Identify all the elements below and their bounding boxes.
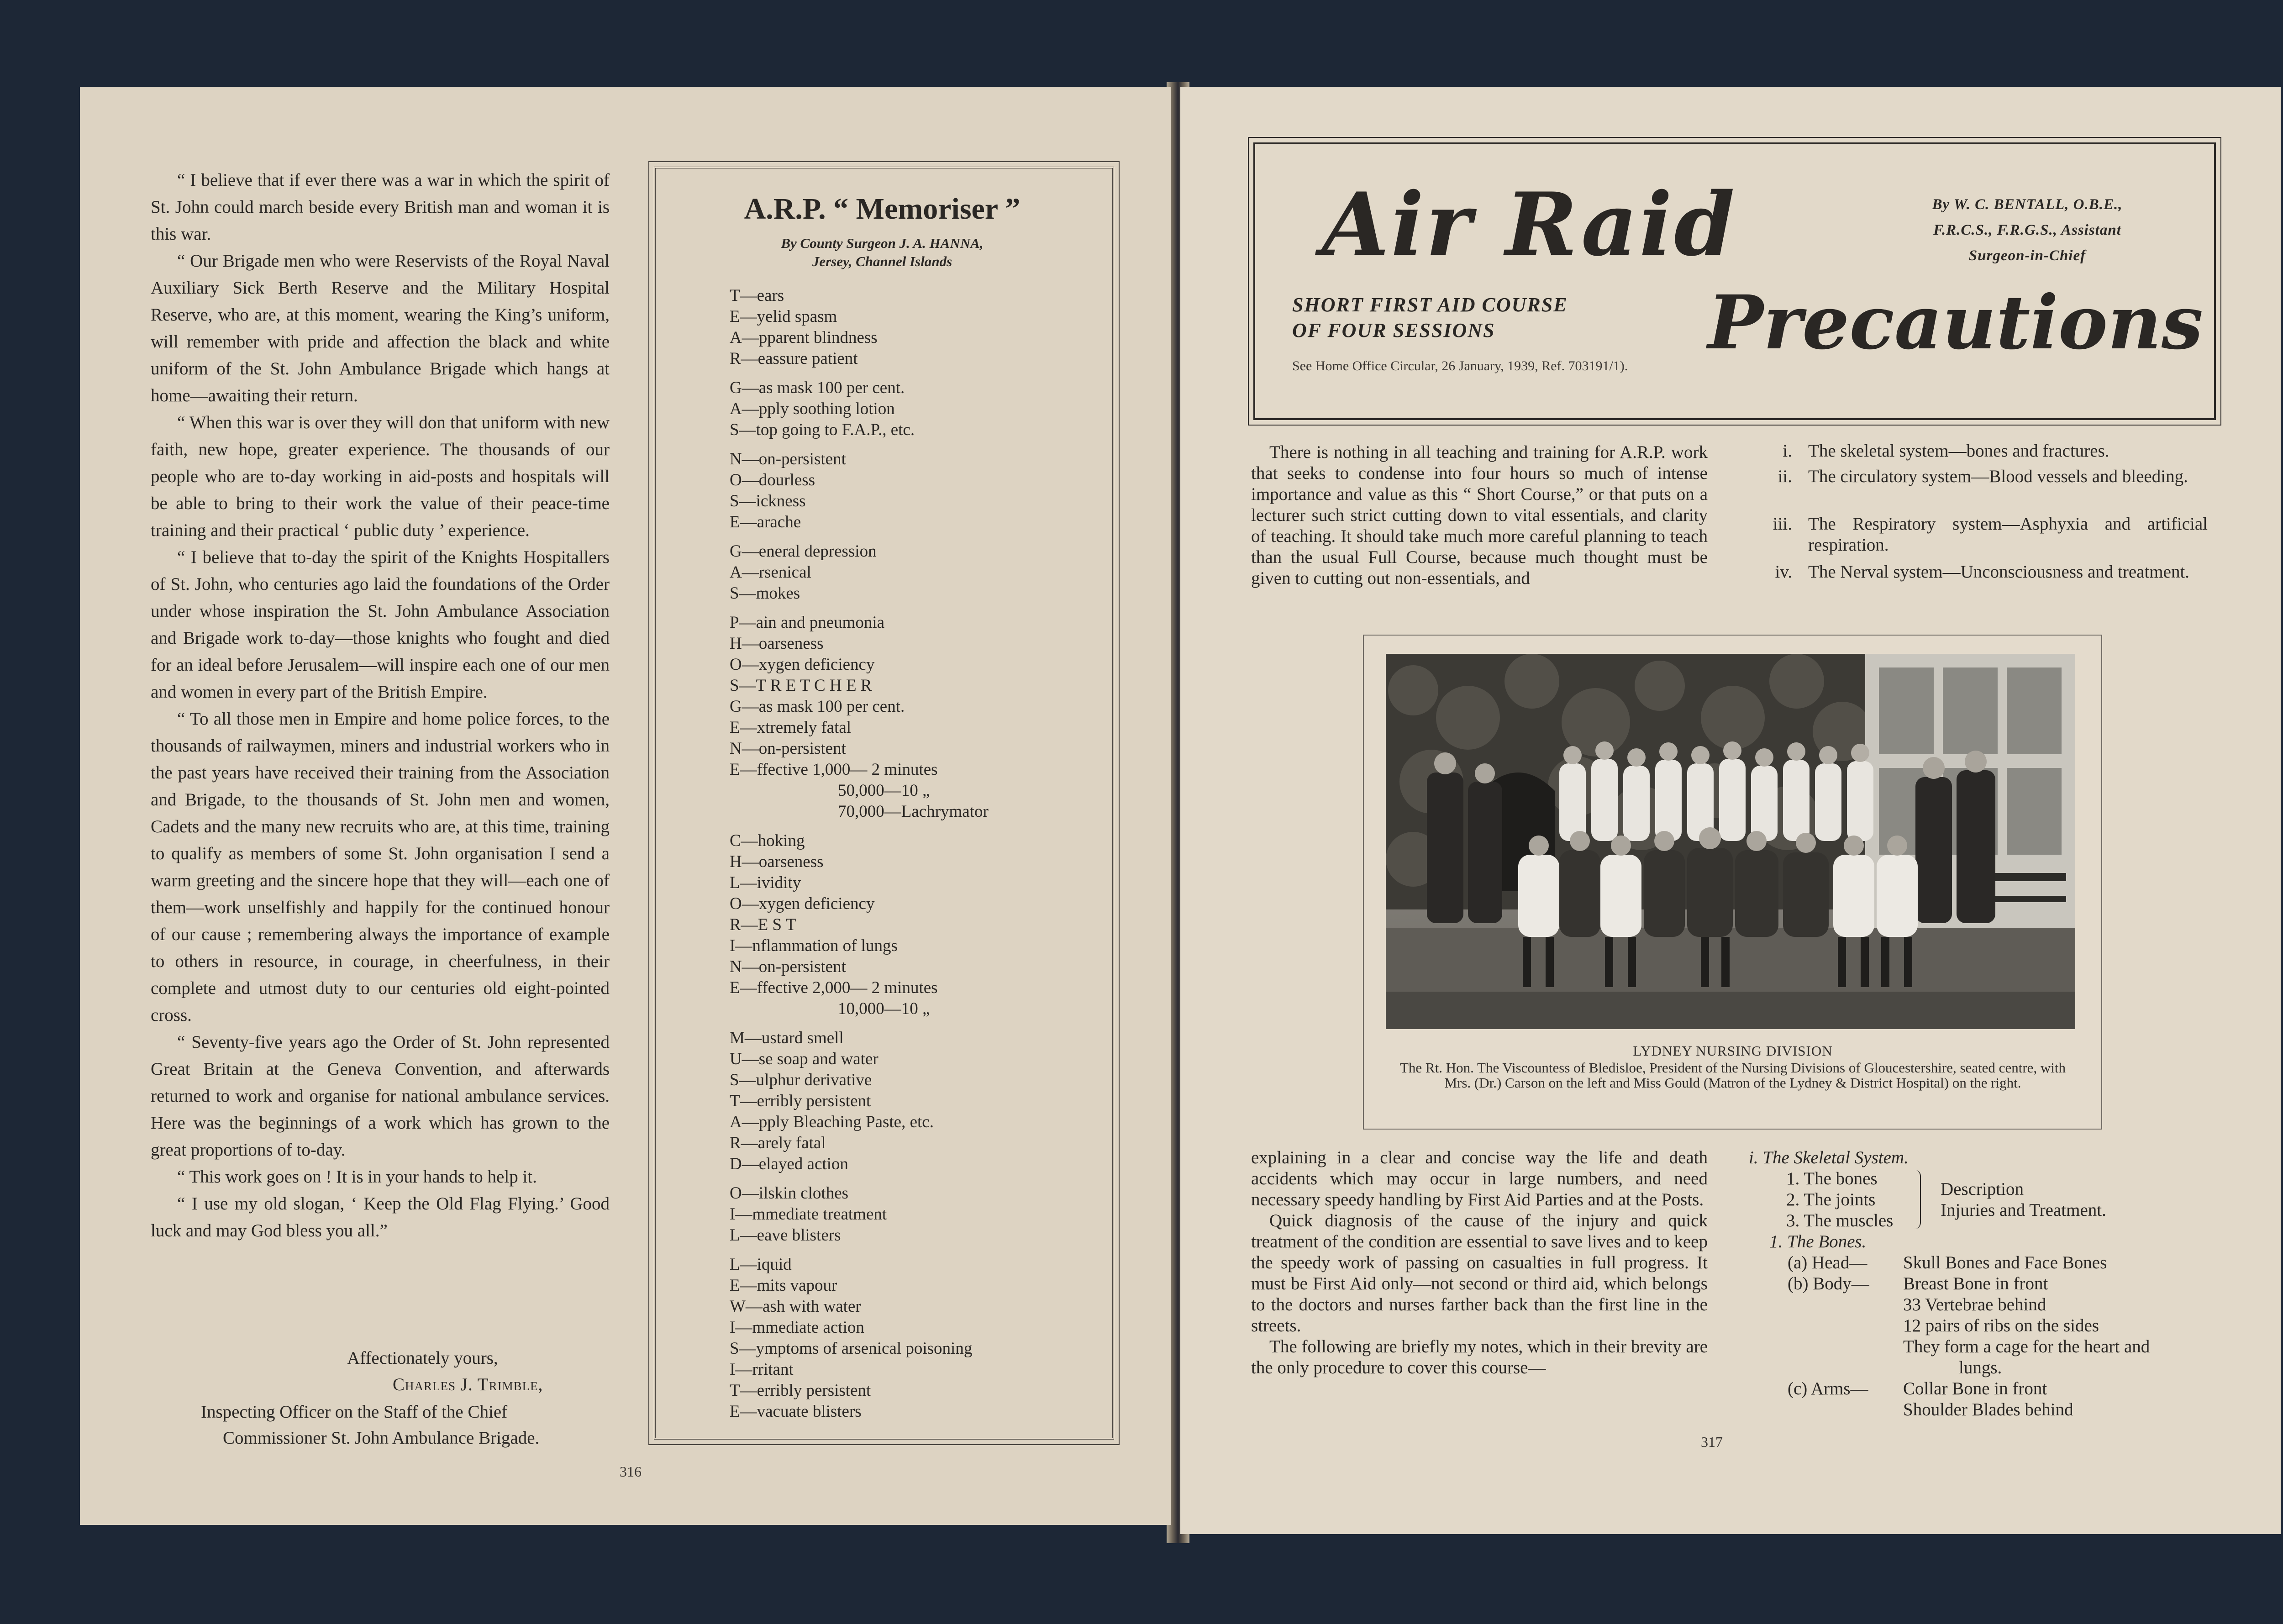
body-column (1251, 1147, 1708, 1378)
session-text: The skeletal system—bones and fractures. (1808, 441, 2109, 461)
circular-reference: See Home Office Circular, 26 January, 1939, Ref. 703191/1). (1292, 358, 1628, 373)
photo-caption-title: LYDNEY NURSING DIVISION (1633, 1043, 1833, 1059)
page-number-left: 316 (620, 1463, 642, 1480)
memoriser-line: R—E S T (730, 915, 796, 934)
head-label: (a) Head— (1788, 1253, 1867, 1272)
memoriser-line: O—ilskin clothes (730, 1184, 849, 1203)
arms-label: (c) Arms— (1788, 1379, 1868, 1398)
session-text: The Nerval system—Unconsciousness and treatment. (1808, 562, 2190, 582)
letter-paragraph: “ Seventy-five years ago the Order of St. John represented Great Britain at the Geneva Convention, and afterwards returned to work and organise for national ambulance services. Here was the beginnings of a work which has grown to the great proportions of to-day. (151, 1032, 610, 1160)
letter-column (151, 167, 610, 1244)
signature-title-2: Commissioner St. John Ambulance Brigade. (223, 1428, 540, 1448)
session-item (1765, 466, 2208, 487)
memoriser-line: N—on-persistent (730, 450, 846, 468)
intro-paragraph (1251, 442, 1708, 589)
session-num: i. (1783, 441, 1792, 461)
memoriser-line: T—erribly persistent (730, 1381, 871, 1400)
memoriser-line: H—oarseness (730, 852, 824, 871)
session-item (1765, 562, 2208, 583)
memoriser-line: D—elayed action (730, 1155, 848, 1173)
memoriser-line: C—hoking (730, 831, 805, 850)
byline-line: F.R.C.S., F.R.G.S., Assistant (1933, 222, 2121, 238)
memoriser-line: 50,000—10 „ (838, 781, 930, 800)
title-air-raid: Air Raid (1322, 173, 1737, 275)
body-line: They form a cage for the heart and (1903, 1337, 2150, 1356)
memoriser-line: R—arely fatal (730, 1134, 826, 1152)
bones-heading: 1. The Bones. (1769, 1232, 1867, 1251)
memoriser-line: L—eave blisters (730, 1226, 841, 1245)
skeletal-heading: i. The Skeletal System. (1749, 1148, 1909, 1167)
memoriser-title: A.R.P. “ Memoriser ” (744, 192, 1021, 226)
session-num: iii. (1773, 514, 1792, 534)
memoriser-line: 10,000—10 „ (838, 999, 930, 1018)
memoriser-line: L—iquid (730, 1255, 792, 1274)
memoriser-line: G—as mask 100 per cent. (730, 697, 905, 716)
short-course-heading (1292, 292, 1568, 343)
memoriser-line: G—eneral depression (730, 542, 877, 561)
skeletal-item: 2. The joints (1786, 1190, 1876, 1209)
memoriser-line: T—ears (730, 286, 784, 305)
session-item (1765, 514, 2208, 556)
memoriser-line: U—se soap and water (730, 1050, 878, 1068)
letter-paragraph: “ I use my old slogan, ‘ Keep the Old Flag Flying.’ Good luck and may God bless you all.” (151, 1194, 610, 1240)
byline-line: By W. C. BENTALL, O.B.E., (1932, 196, 2123, 213)
memoriser-line: S—ickness (730, 492, 806, 510)
memoriser-line: I—mmediate action (730, 1318, 864, 1337)
memoriser-line: N—on-persistent (730, 957, 846, 976)
memoriser-line: G—as mask 100 per cent. (730, 378, 905, 397)
short-course-line: SHORT FIRST AID COURSE (1292, 294, 1568, 316)
memoriser-line: N—on-persistent (730, 739, 846, 758)
memoriser-line: A—pparent blindness (730, 328, 878, 347)
memoriser-line: H—oarseness (730, 634, 824, 653)
signature-title-1: Inspecting Officer on the Staff of the Chief (201, 1402, 508, 1422)
memoriser-line: O—xygen deficiency (730, 655, 875, 674)
letter-paragraph: “ I believe that if ever there was a war in which the spirit of St. John could march beside every British man and woman it is this war. (151, 170, 610, 244)
session-item (1765, 441, 2208, 462)
memoriser-line: S—top going to F.A.P., etc. (730, 420, 915, 439)
memoriser-author-line: By County Surgeon J. A. HANNA, (781, 235, 984, 251)
photo-caption-text: The Rt. Hon. The Viscountess of Bledisloe, President of the Nursing Divisions of Gloucestershire, seated centre, with Mrs. (Dr.) Carson on the left and Miss Gould (Matron of the Lydney & District Hospital) on the right. (1399, 1060, 2066, 1091)
intro-text: There is nothing in all teaching and training for A.R.P. work that seeks to condense into four hours so much of intense importance and value as this “ Short Course,” or that puts on a lecturer such strict cutting down to vital essentials, and clarity of teaching. It should take much more careful planning to teach than the usual Full Course, because much thought must be given to cutting out non-essentials, and (1251, 442, 1708, 588)
memoriser-line: E—arache (730, 513, 801, 531)
memoriser-line: S—ymptoms of arsenical poisoning (730, 1339, 973, 1358)
session-num: ii. (1778, 467, 1792, 486)
memoriser-author (654, 234, 1110, 271)
letter-paragraph: “ When this war is over they will don that uniform with new faith, new hope, greater experience. The thousands of our people who are to-day working in aid-posts and hospitals will be able to bring to their work the value of their peace-time training and their practical ‘ public duty ’ experience. (151, 413, 610, 540)
memoriser-line: E—mits vapour (730, 1276, 837, 1295)
page-number-right: 317 (1701, 1434, 1723, 1450)
letter-paragraph: “ This work goes on ! It is in your hands to help it. (177, 1167, 537, 1187)
memoriser-line: E—yelid spasm (730, 307, 837, 326)
memoriser-line: A—rsenical (730, 563, 811, 582)
short-course-line: OF FOUR SESSIONS (1292, 319, 1495, 342)
memoriser-line: E—ffective 2,000— 2 minutes (730, 978, 938, 997)
memoriser-line: I—nflammation of lungs (730, 936, 898, 955)
skeletal-desc: Description (1941, 1179, 2024, 1199)
memoriser-author-line: Jersey, Channel Islands (812, 253, 952, 269)
group-photograph (1386, 654, 2075, 1029)
body-line: lungs. (1959, 1358, 2002, 1377)
memoriser-line: E—xtremely fatal (730, 718, 852, 737)
byline-line: Surgeon-in-Chief (1968, 247, 2086, 264)
memoriser-line: O—xygen deficiency (730, 894, 875, 913)
memoriser-line: E—vacuate blisters (730, 1402, 862, 1421)
body-line: Breast Bone in front (1903, 1274, 2048, 1293)
memoriser-line: T—erribly persistent (730, 1092, 871, 1110)
byline (1863, 192, 2192, 268)
letter-paragraph: “ Our Brigade men who were Reservists of the Royal Naval Auxiliary Sick Berth Reserve and the Military Hospital Reserve, who are, at this moment, wearing the King’s uniform, will remember with pride and affection the black and white uniform of the St. John Ambulance Brigade which hangs at home—awaiting their return. (151, 251, 610, 405)
brace (1915, 1170, 1921, 1229)
head-text: Skull Bones and Face Bones (1903, 1253, 2107, 1272)
memoriser-line: S—mokes (730, 584, 800, 603)
body-line: 33 Vertebrae behind (1903, 1295, 2046, 1314)
arms-line: Shoulder Blades behind (1903, 1400, 2073, 1419)
memoriser-line: L—ividity (730, 873, 801, 892)
memoriser-line: W—ash with water (730, 1297, 861, 1316)
memoriser-line: R—eassure patient (730, 349, 858, 368)
photo-illustration (1386, 654, 2075, 1029)
memoriser-line: S—ulphur derivative (730, 1071, 872, 1089)
arms-line: Collar Bone in front (1903, 1379, 2047, 1398)
memoriser-line: E—ffective 1,000— 2 minutes (730, 760, 938, 779)
letter-paragraph: “ I believe that to-day the spirit of the Knights Hospitallers of St. John, who centuries ago laid the foundations of the Order under whose inspiration the St. John Ambulance Association and Brigade work to-day—those knights who fought and died for an ideal before Jerusalem—will inspire each one of our men and women in every part of the British Empire. (151, 547, 610, 702)
memoriser-line: A—pply soothing lotion (730, 399, 895, 418)
title-precautions: Precautions (1708, 279, 2204, 366)
memoriser-line: I—mmediate treatment (730, 1205, 887, 1224)
letter-paragraph: “ To all those men in Empire and home police forces, to the thousands of railwaymen, miners and industrial workers who in the past years have received their training from the Association and Brigade, to the thousands of St. John men and women, Cadets and the many new recruits who are, at this time, training to qualify as members of some St. John organisation I send a warm greeting and the sincere hope that they will—each one of them—work unselfishly and happily for the continued honour of our cause ; remembering always the importance of example to others in resource, in courage, in cheerfulness, in their complete and utmost duty to our centuries old eight-pointed cross. (151, 709, 610, 1025)
memoriser-line: A—pply Bleaching Paste, etc. (730, 1113, 934, 1131)
body-paragraph: Quick diagnosis of the cause of the injury and quick treatment of the condition are essential to save lives and to keep the speedy work of passing on casualties in full progress. It must be First Aid only—not second or third aid, which belongs to the doctors and nurses farther back than the first line in the streets. (1251, 1211, 1708, 1335)
skeletal-item: 1. The bones (1786, 1169, 1878, 1188)
session-num: iv. (1775, 562, 1792, 582)
body-paragraph: explaining in a clear and concise way the life and death accidents which may occur in large numbers, and need necessary speedy handling by First Aid Parties and at the Posts. (1251, 1148, 1708, 1209)
session-text: The circulatory system—Blood vessels and bleeding. (1808, 467, 2188, 486)
sign-off: Affectionately yours, (347, 1348, 498, 1368)
skeletal-item: 3. The muscles (1786, 1211, 1894, 1230)
signature: Charles J. Trimble, (393, 1375, 543, 1394)
session-text: The Respiratory system—Asphyxia and artificial respiration. (1808, 514, 2208, 555)
memoriser-line: 70,000—Lachrymator (838, 802, 989, 821)
memoriser-line: M—ustard smell (730, 1029, 844, 1047)
memoriser-line: O—dourless (730, 471, 815, 489)
body-line: 12 pairs of ribs on the sides (1903, 1316, 2099, 1335)
memoriser-line: P—ain and pneumonia (730, 613, 885, 632)
body-paragraph: The following are briefly my notes, which in their brevity are the only procedure to cover this course— (1251, 1337, 1708, 1377)
memoriser-line: S—T R E T C H E R (730, 676, 872, 695)
body-label: (b) Body— (1788, 1274, 1869, 1293)
skeletal-desc: Injuries and Treatment. (1941, 1200, 2106, 1220)
memoriser-line: I—rritant (730, 1360, 794, 1379)
